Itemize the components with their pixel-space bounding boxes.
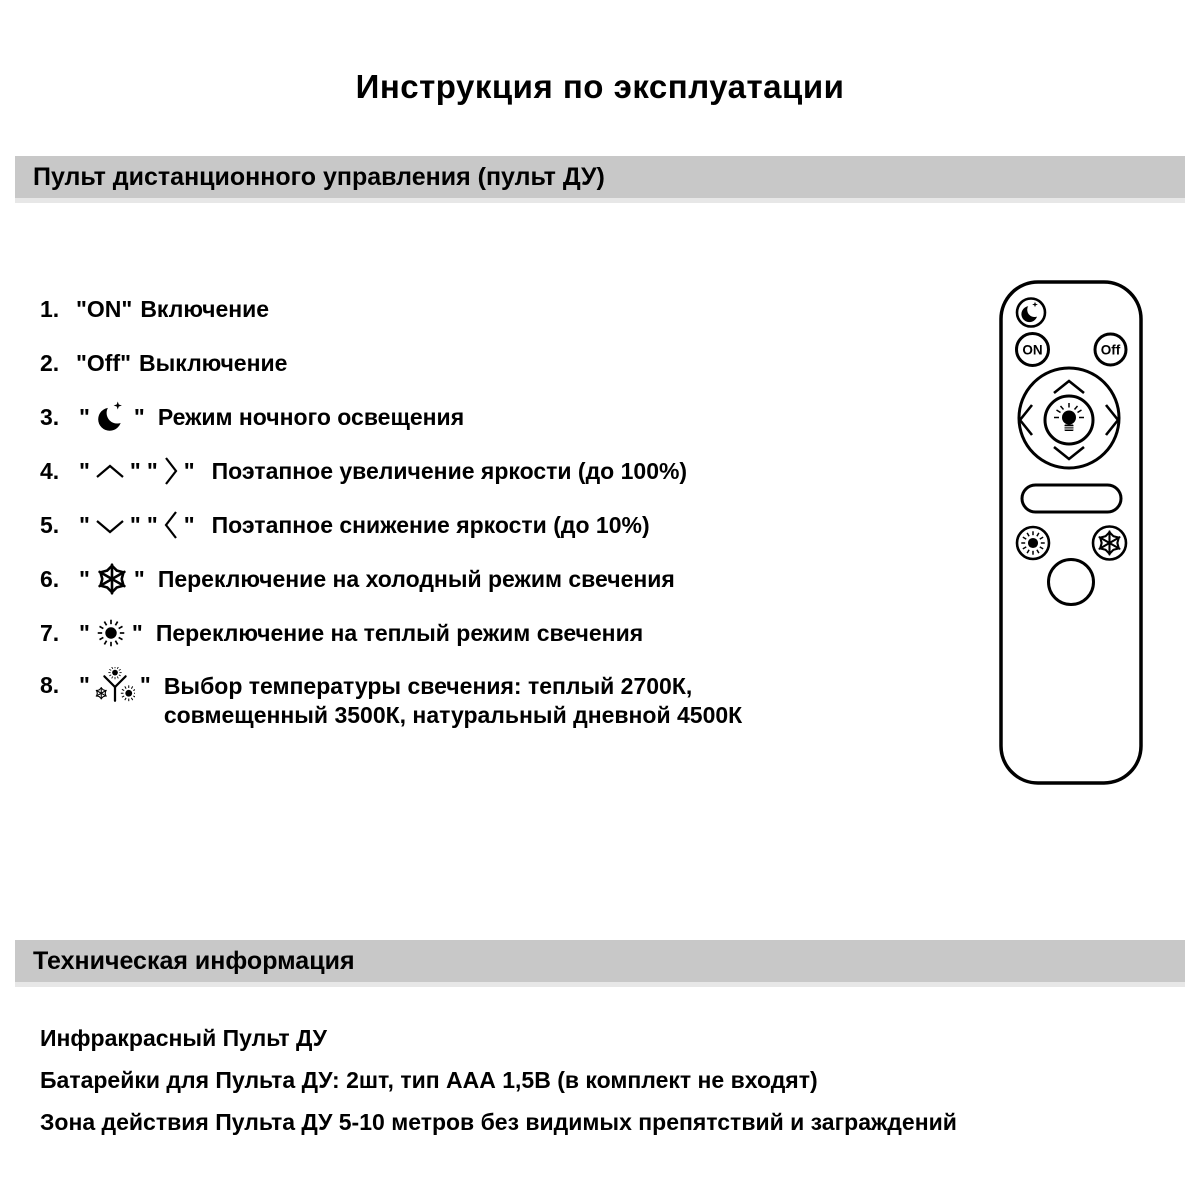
- off-button-text: Off: [1100, 342, 1121, 358]
- quote-mark: ": [139, 672, 151, 698]
- item-text-line1: Выбор температуры свечения: теплый 2700К,: [163, 673, 693, 699]
- item-number: 5.: [40, 511, 60, 538]
- tech-info: [40, 1017, 957, 1143]
- instruction-item-brightness-down: [40, 498, 884, 552]
- item-text: Поэтапное снижение яркости (до 10%): [211, 511, 650, 538]
- instruction-item-cold-mode: [40, 552, 884, 606]
- item-text: Включение: [140, 295, 270, 322]
- tech-info-line: Зона действия Пульта ДУ 5-10 метров без видимых препятствий и заграждений: [40, 1109, 957, 1135]
- section-header-remote: [15, 156, 1185, 203]
- item-number: 4.: [40, 457, 60, 484]
- cold-mode-button: [1093, 527, 1126, 560]
- instruction-item-brightness-up: [40, 444, 884, 498]
- night-mode-button: [1017, 299, 1045, 327]
- remote-instructions-list: [40, 282, 884, 730]
- dpad-brightness-control: [1019, 368, 1119, 468]
- instruction-item-warm-mode: [40, 606, 884, 660]
- quote-mark: ": [146, 457, 158, 484]
- section-header-tech: [15, 940, 1185, 987]
- quote-mark: ": [79, 511, 90, 538]
- extra-round-button: [1049, 560, 1094, 605]
- item-number: 6.: [40, 565, 60, 592]
- item-text: Выключение: [139, 349, 288, 376]
- item-text-line2: совмещенный 3500К, натуральный дневной 4500К: [163, 702, 743, 728]
- channel-pill-button: [1022, 485, 1121, 512]
- quote-mark: ": [183, 457, 195, 484]
- quote-mark: ": [129, 511, 141, 538]
- chevron-left-icon: [163, 509, 179, 541]
- remote-control-diagram: [999, 280, 1143, 785]
- chevron-down-icon: [95, 512, 125, 539]
- quote-mark: ": [79, 565, 90, 592]
- temperature-select-icon: [95, 667, 135, 707]
- quote-mark: ": [79, 403, 90, 430]
- item-number: 3.: [40, 403, 60, 430]
- section-header-tech-label: Техническая информация: [33, 946, 355, 975]
- on-button: [1017, 334, 1049, 366]
- on-button-label: "ON": [76, 295, 133, 322]
- item-text: Режим ночного освещения: [157, 403, 465, 430]
- on-button-text: ON: [1022, 342, 1043, 358]
- quote-mark: ": [183, 511, 195, 538]
- night-mode-moon-icon: [95, 400, 129, 434]
- quote-mark: ": [79, 619, 90, 646]
- item-number: 2.: [40, 349, 60, 376]
- item-text: Поэтапное увеличение яркости (до 100%): [211, 457, 688, 484]
- instruction-item-on: [40, 282, 884, 336]
- section-header-remote-label: Пульт дистанционного управления (пульт ДУ): [33, 162, 605, 191]
- item-number: 8.: [40, 672, 60, 698]
- quote-mark: ": [131, 619, 143, 646]
- item-number: 1.: [40, 295, 60, 322]
- item-text: Переключение на холодный режим свечения: [157, 565, 675, 592]
- item-text: Переключение на теплый режим свечения: [155, 619, 644, 646]
- cold-mode-snowflake-icon: [95, 562, 129, 596]
- item-number: 7.: [40, 619, 60, 646]
- page-title: Инструкция по эксплуатации: [355, 68, 845, 105]
- quote-mark: ": [146, 511, 158, 538]
- item-text: [164, 672, 884, 730]
- quote-mark: ": [79, 672, 90, 698]
- quote-mark: ": [133, 565, 145, 592]
- tech-info-line: Батарейки для Пульта ДУ: 2шт, тип ААА 1,5В (в комплект не входят): [40, 1067, 818, 1093]
- instruction-item-night-mode: [40, 390, 884, 444]
- quote-mark: ": [79, 457, 90, 484]
- chevron-up-icon: [95, 458, 125, 485]
- quote-mark: ": [129, 457, 141, 484]
- warm-mode-button: [1017, 527, 1049, 559]
- tech-info-line: Инфракрасный Пульт ДУ: [40, 1025, 327, 1051]
- instruction-item-off: [40, 336, 884, 390]
- instruction-item-temperature-select: [40, 660, 884, 730]
- off-button: [1095, 334, 1126, 365]
- chevron-right-icon: [163, 455, 179, 487]
- warm-mode-sun-icon: [95, 617, 127, 649]
- off-button-label: "Off": [76, 349, 132, 376]
- quote-mark: ": [133, 403, 145, 430]
